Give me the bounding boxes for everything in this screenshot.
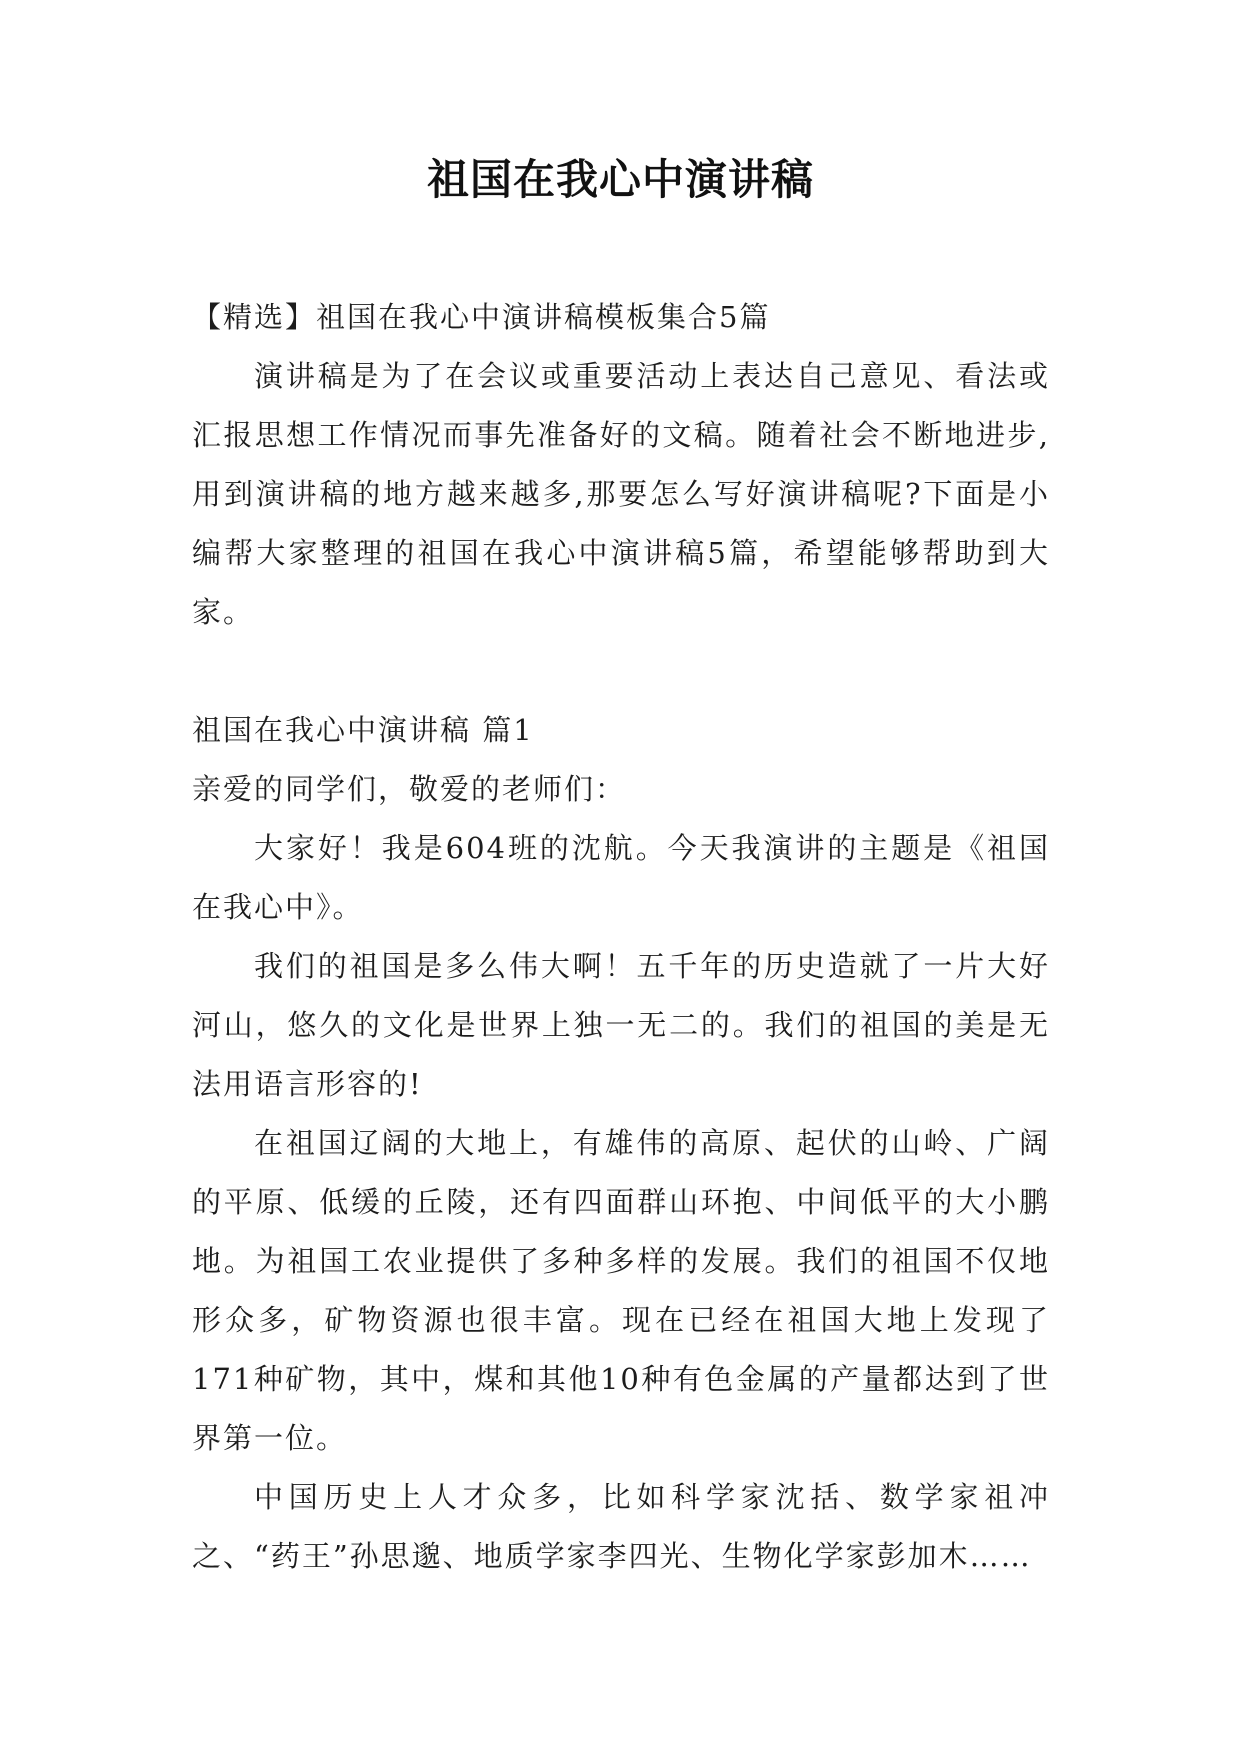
body-paragraph: 我们的祖国是多么伟大啊！五千年的历史造就了一片大好河山，悠久的文化是世界上独一无二的。我们的祖国的美是无法用语言形容的! [192,949,1050,1101]
section-heading: 祖国在我心中演讲稿 篇1 [192,713,534,747]
body-paragraph: 大家好！我是604班的沈航。今天我演讲的主题是《祖国在我心中》。 [192,831,1050,924]
section-spacer [192,642,1050,701]
body-paragraph: 在祖国辽阔的大地上，有雄伟的高原、起伏的山岭、广阔的平原、低缓的丘陵，还有四面群山环抱、中间低平的大小鹏地。为祖国工农业提供了多种多样的发展。我们的祖国不仅地形众多，矿物资源也很丰富。现在已经在祖国大地上发现了171种矿物，其中，煤和其他10种有色金属的产量都达到了世界第一位。 [192,1126,1050,1455]
document-body [192,288,1050,1586]
subtitle-paragraph: 【精选】祖国在我心中演讲稿模板集合5篇 [192,300,771,334]
document-title: 祖国在我心中演讲稿 [426,155,814,204]
intro-paragraph: 演讲稿是为了在会议或重要活动上表达自己意见、看法或汇报思想工作情况而事先准备好的文稿。随着社会不断地进步,用到演讲稿的地方越来越多,那要怎么写好演讲稿呢?下面是小编帮大家整理的祖国在我心中演讲稿5篇，希望能够帮助到大家。 [192,359,1050,629]
salutation-paragraph: 亲爱的同学们，敬爱的老师们： [192,772,627,806]
body-paragraph: 中国历史上人才众多，比如科学家沈括、数学家祖冲之、“药王”孙思邈、地质学家李四光、生物化学家彭加木…… [192,1480,1050,1573]
